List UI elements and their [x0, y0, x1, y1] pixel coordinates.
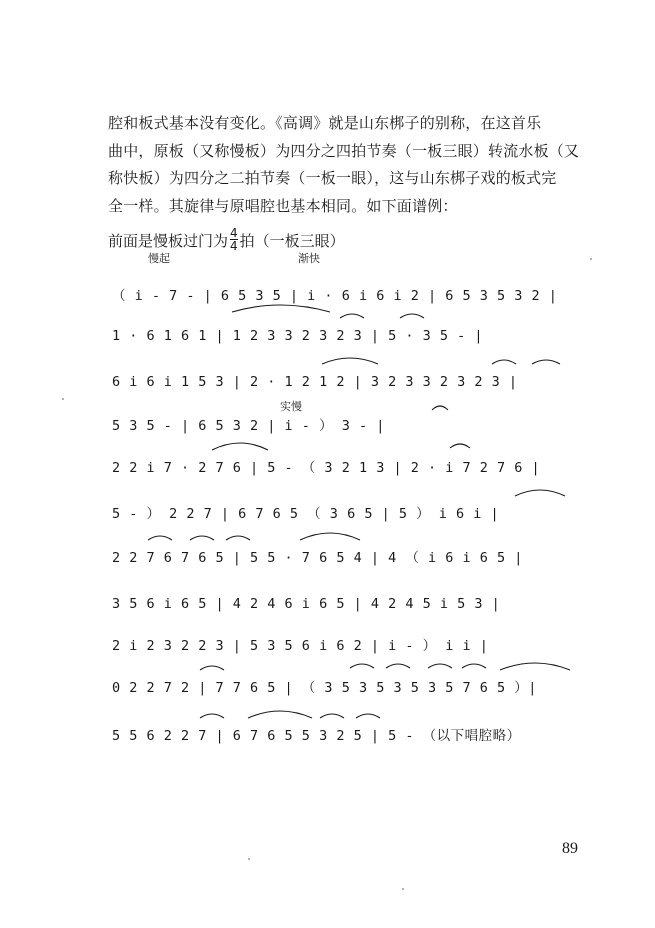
page-number: 89 — [562, 840, 578, 857]
print-speck — [590, 258, 592, 260]
slur-mark — [322, 358, 378, 364]
slur-mark — [532, 360, 560, 364]
slur-mark — [190, 536, 214, 540]
time-signature — [230, 228, 238, 252]
paragraph-line: 曲中，原板（又称慢板）为四分之四拍节奏（一板三眼）转流水板（又 — [108, 141, 580, 160]
score-line: 1 · 6 1 6 1 | 1 2 3 3 2 3 2 3 | 5 · 3 5 - | — [112, 328, 483, 344]
slur-mark — [340, 314, 364, 318]
slur-mark — [148, 536, 172, 540]
tempo-marking-slow-start: 慢起 — [148, 252, 170, 265]
slur-mark — [428, 664, 452, 668]
intro-text-after: 拍（一板三眼） — [239, 231, 345, 250]
paragraph-line: 全一样。其旋律与原唱腔也基本相同。如下面谱例： — [108, 196, 458, 215]
slur-mark — [200, 666, 224, 670]
paragraph-line: 腔和板式基本没有变化。《高调》就是山东梆子的别称，在这首乐 — [108, 114, 542, 132]
print-speck — [248, 858, 250, 860]
slur-mark — [386, 664, 410, 668]
slur-mark — [450, 444, 470, 448]
score-line: （ i - 7 - | 6 5 3 5 | i · 6 i 6 i 2 | 6 5 3 5 3 2 | — [112, 288, 558, 304]
time-signature-denominator: 4 — [230, 239, 238, 253]
score-line: 5 5 6 2 2 7 | 6 7 6 5 5 3 2 5 | 5 - （以下唱腔略） — [112, 728, 521, 744]
score-line: 2 i 2 3 2 2 3 | 5 3 5 6 i 6 2 | i - ） i i | — [112, 638, 489, 654]
score-line: 5 3 5 - | 6 5 3 2 | i - ） 3 - | — [112, 418, 385, 434]
print-speck — [402, 888, 404, 890]
slur-mark — [462, 664, 486, 668]
slur-mark — [500, 663, 570, 670]
body-paragraph — [108, 110, 588, 220]
time-signature-numerator: 4 — [230, 226, 238, 240]
slur-mark — [350, 664, 374, 668]
slur-mark — [320, 714, 344, 718]
slur-mark — [356, 714, 380, 718]
slur-mark — [248, 711, 312, 718]
slur-mark — [232, 305, 330, 312]
score-line: 2 2 7 6 7 6 5 | 5 5 · 7 6 5 4 | 4 （ i 6 i 6 5 | — [112, 550, 523, 566]
score-line: 2 2 i 7 · 2 7 6 | 5 - （ 3 2 1 3 | 2 · i 7 2 7 6 | — [112, 460, 541, 476]
fermata-mark — [432, 406, 448, 410]
slur-mark — [515, 490, 565, 496]
tempo-marking-firm-slow: 实慢 — [280, 400, 302, 413]
intro-text-before: 前面是慢板过门为 — [108, 231, 229, 250]
slur-mark — [492, 360, 516, 364]
score-line: 5 - ） 2 2 7 | 6 7 6 5 （ 3 6 5 | 5 ） i 6 i | — [112, 506, 500, 522]
tempo-marking-accelerate: 渐快 — [298, 252, 320, 265]
slur-mark — [400, 314, 424, 318]
score-line: 0 2 2 7 2 | 7 7 6 5 | （ 3 5 3 5 3 5 3 5 7 6 5 ）| — [112, 680, 537, 696]
slur-mark — [200, 714, 224, 718]
score-intro — [108, 228, 345, 252]
print-speck — [62, 398, 64, 400]
score-line: 6 i 6 i 1 5 3 | 2 · 1 2 1 2 | 3 2 3 3 2 3 2 3 | — [112, 374, 518, 390]
paragraph-line: 称快板）为四分之二拍节奏（一板一眼），这与山东梆子戏的板式完 — [108, 169, 557, 187]
slur-mark — [226, 536, 250, 540]
slur-mark — [212, 443, 268, 450]
score-line: 3 5 6 i 6 5 | 4 2 4 6 i 6 5 | 4 2 4 5 i 5 3 | — [112, 596, 501, 612]
slur-mark — [300, 533, 360, 540]
